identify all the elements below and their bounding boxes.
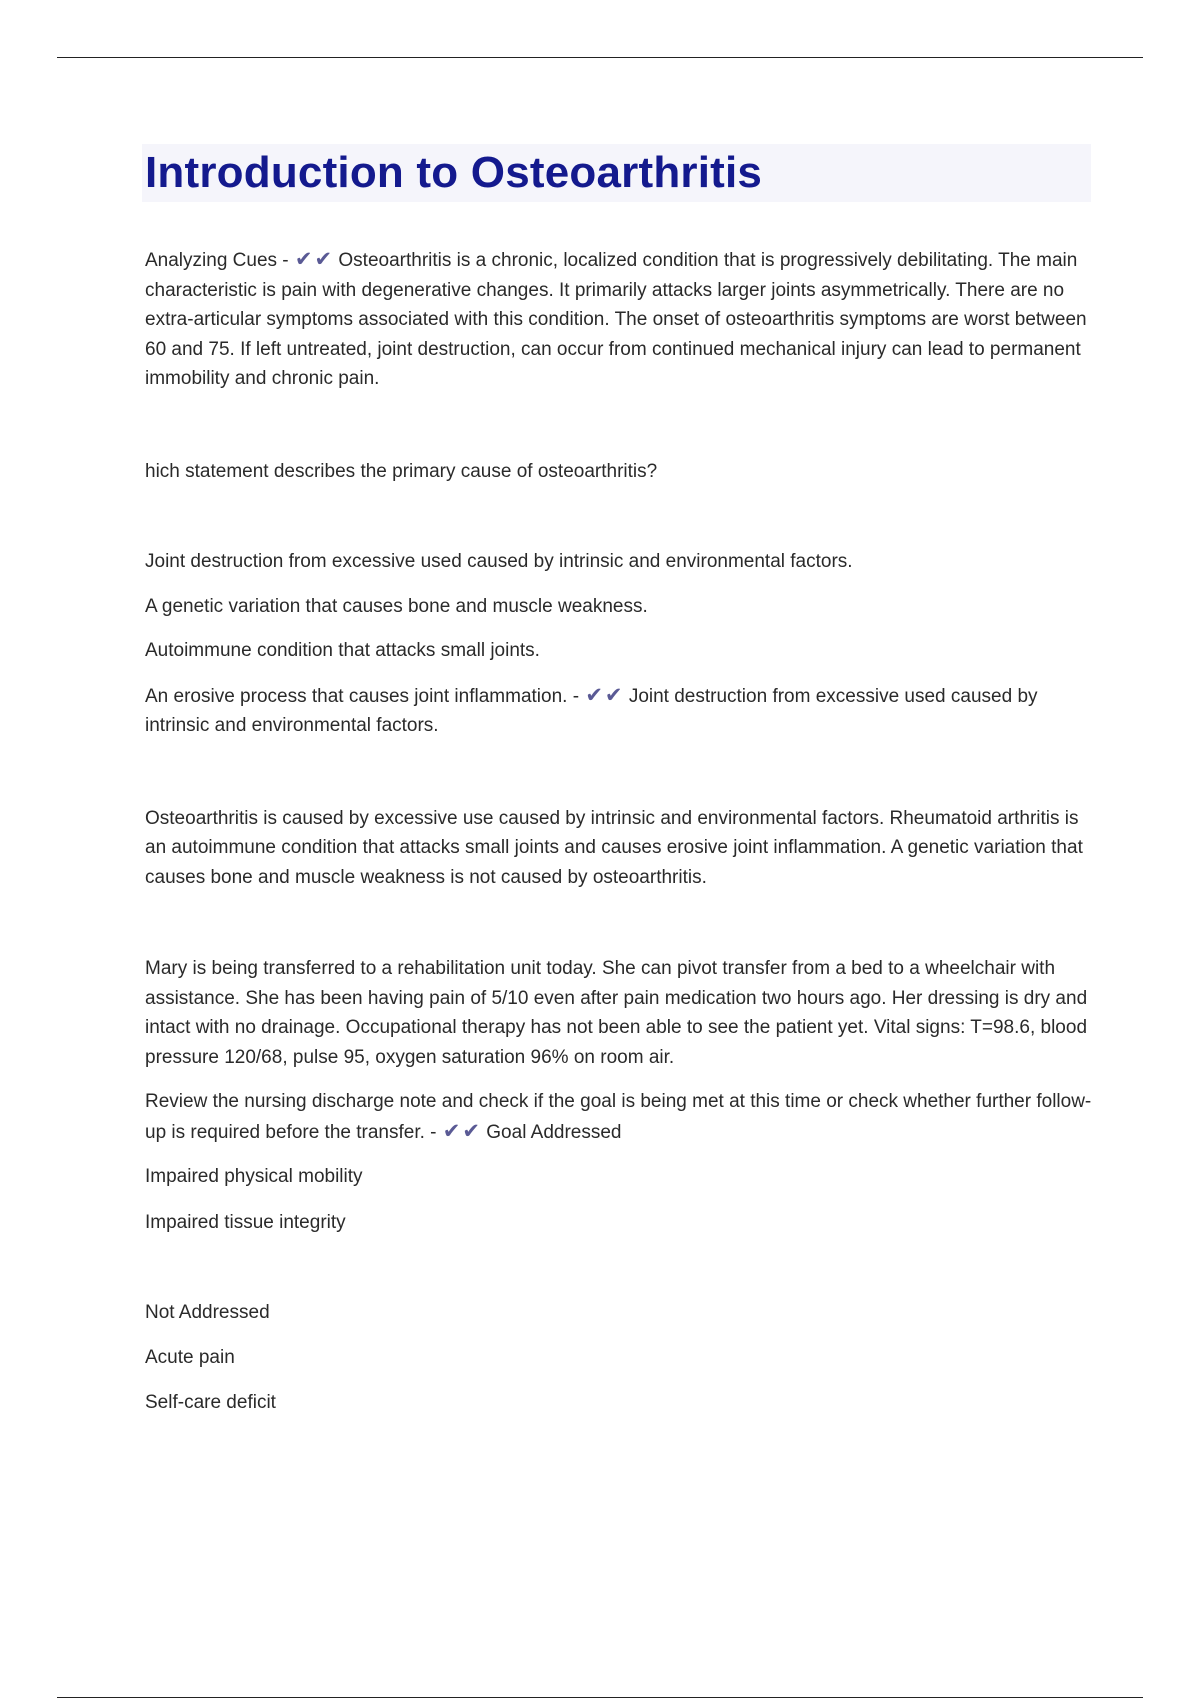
analyzing-cues-answer: Osteoarthritis is a chronic, localized condition that is progressively debilitating. The main characteristic is pain with degenerative changes. It primarily attacks larger joints asymmetrically. There are no extra-articular symptoms associated with this condition. The onset of osteoarthritis symptoms are worst between 60 and 75. If left untreated, joint destruction, can occur from continued mechanical injury can lead to permanent immobility and chronic pain.: [145, 250, 1087, 389]
goal-addressed-heading: Goal Addressed: [486, 1121, 622, 1143]
check-icon: ✔: [442, 1118, 461, 1143]
bottom-rule: [57, 1697, 1143, 1698]
goal-item: Acute pain: [145, 1346, 235, 1368]
explanation-paragraph: Osteoarthritis is caused by excessive use caused by intrinsic and environmental factors. Rheumatoid arthritis is an autoimmune condition that attacks small joints and causes erosive joint inflammation. A genetic variation that causes bone and muscle weakness is not caused by osteoarthritis.: [145, 807, 1083, 888]
check-icon: ✔: [604, 682, 623, 707]
goal-item: Self-care deficit: [145, 1392, 276, 1413]
analyzing-cues-paragraph: [145, 245, 1095, 394]
not-addressed-heading: Not Addressed: [145, 1302, 270, 1323]
answer-option-label: An erosive process that causes joint inflammation. -: [145, 685, 580, 707]
answer-option-with-key: [145, 681, 1095, 741]
answer-option: Autoimmune condition that attacks small joints.: [145, 640, 540, 661]
review-prompt: [145, 1087, 1095, 1147]
check-icon: ✔: [294, 247, 313, 271]
correct-answer: Joint destruction from excessive used caused by intrinsic and environmental factors.: [145, 685, 1038, 736]
check-icon: ✔: [462, 1118, 480, 1143]
answer-option: Joint destruction from excessive used caused by intrinsic and environmental factors.: [145, 551, 853, 572]
analyzing-cues-label: Analyzing Cues -: [145, 250, 289, 271]
question-text: hich statement describes the primary cause of osteoarthritis?: [145, 460, 658, 482]
page-title: Introduction to Osteoarthritis: [145, 148, 763, 197]
scenario-paragraph: Mary is being transferred to a rehabilitation unit today. She can pivot transfer from a bed to a wheelchair with assistance. She has been having pain of 5/10 even after pain medication two hours ago. Her dressing is dry and intact with no drainage. Occupational therapy has not been able to see the patient yet. Vital signs: T=98.6, blood pressure 120/68, pulse 95, oxygen saturation 96% on room air.: [145, 958, 1088, 1068]
goal-item: Impaired physical mobility: [145, 1166, 363, 1187]
document-body: [145, 144, 1095, 1418]
check-icon: ✔: [314, 247, 333, 271]
check-icon: ✔: [585, 682, 603, 707]
goal-item: Impaired tissue integrity: [145, 1211, 346, 1233]
answer-option: A genetic variation that causes bone and muscle weakness.: [145, 595, 648, 617]
top-rule: [57, 57, 1143, 58]
title-band: [142, 144, 1091, 202]
review-prompt-label: Review the nursing discharge note and check if the goal is being met at this time or check whether further follow-up is required before the transfer. -: [145, 1091, 1092, 1143]
